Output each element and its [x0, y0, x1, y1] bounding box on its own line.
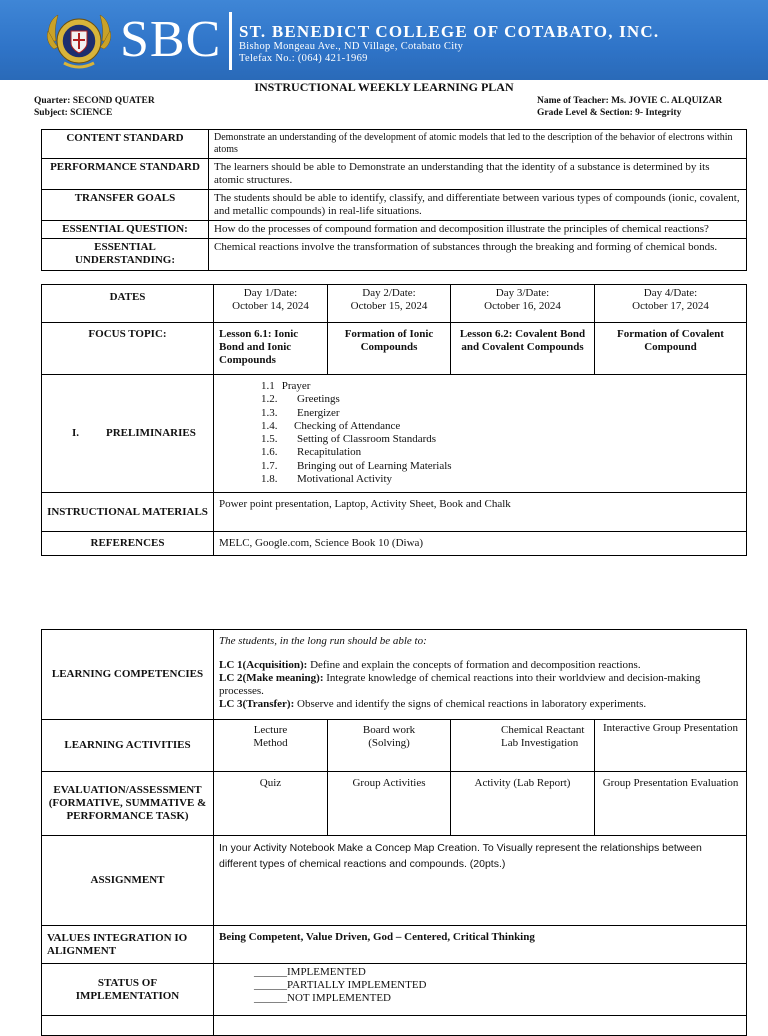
content-standard-value: Demonstrate an understanding of the development of atomic models that led to the description of the behavior of electrons within atoms: [209, 130, 747, 159]
day-4-label: Day 4/Date:: [643, 287, 698, 299]
day-4-date: October 17, 2024: [632, 300, 709, 312]
standards-table: [41, 129, 747, 271]
day-3-topic: Lesson 6.2: Covalent Bond and Covalent Compounds: [451, 323, 595, 375]
cut-off-row-label: [42, 1016, 214, 1036]
essential-question-value: How do the processes of compound formation and decomposition illustrate the principles of chemical reactions?: [209, 221, 747, 239]
competencies-cell: [214, 630, 747, 720]
day-4-cell: [595, 285, 747, 323]
transfer-goals-label: TRANSFER GOALS: [42, 190, 209, 221]
college-address: Bishop Mongeau Ave., ND Village, Cotabato City: [239, 41, 464, 52]
activity-4: Interactive Group Presentation: [595, 720, 747, 772]
lc1-item: LC 1(Acquisition): Define and explain the concepts of formation and decomposition reactions.: [219, 659, 641, 671]
lesson-table: [41, 629, 747, 1036]
day-2-label: Day 2/Date:: [362, 287, 416, 299]
activity-3: Chemical Reactant Lab Investigation: [451, 720, 595, 772]
sbc-abbreviation: SBC: [120, 11, 222, 68]
evaluation-3: Activity (Lab Report): [451, 772, 595, 836]
subject-label: Subject: SCIENCE: [34, 108, 113, 118]
list-item: 1.2. Greetings: [261, 393, 340, 406]
preliminaries-label-cell: [42, 375, 214, 493]
school-header-banner: [0, 0, 768, 80]
evaluation-2: Group Activities: [328, 772, 451, 836]
day-1-cell: [214, 285, 328, 323]
assignment-label: ASSIGNMENT: [42, 836, 214, 926]
content-standard-label: CONTENT STANDARD: [42, 130, 209, 159]
day-1-topic: Lesson 6.1: Ionic Bond and Ionic Compounds: [214, 323, 328, 375]
competencies-intro: The students, in the long run should be able to:: [219, 635, 427, 647]
evaluation-label: EVALUATION/ASSESSMENT (FORMATIVE, SUMMATIVE & PERFORMANCE TASK): [42, 772, 214, 836]
list-item: 1.3. Energizer: [261, 406, 340, 419]
focus-topic-label: FOCUS TOPIC:: [42, 323, 214, 375]
performance-standard-value: The learners should be able to Demonstrate an understanding that the identity of a substance is determined by its atomic structures.: [209, 159, 747, 190]
transfer-goals-value: The students should be able to identify, classify, and differentiate between various types of compounds (ionic, covalent, and metallic compounds) in real-life situations.: [209, 190, 747, 221]
performance-standard-label: PERFORMANCE STANDARD: [42, 159, 209, 190]
quarter-label: Quarter: SECOND QUATER: [34, 96, 155, 106]
header-divider: [229, 12, 232, 70]
activity-2: Board work (Solving): [328, 720, 451, 772]
school-seal-logo: [44, 9, 114, 73]
list-item: 1.4. Checking of Attendance: [261, 419, 401, 432]
status-options: [214, 964, 747, 1016]
assignment-value: In your Activity Notebook Make a Concep Map Creation. To Visually represent the relationships between different types of chemical reactions and compounds. (20pts.): [214, 836, 747, 926]
day-2-date: October 15, 2024: [350, 300, 428, 312]
day-3-date: October 16, 2024: [484, 300, 561, 312]
status-partially-implemented: ______PARTIALLY IMPLEMENTED: [254, 979, 427, 991]
status-label: STATUS OF IMPLEMENTATION: [42, 964, 214, 1016]
lc3-item: LC 3(Transfer): Observe and identify the signs of chemical reactions in laboratory experiments.: [219, 698, 647, 710]
cut-off-row-value: [214, 1016, 747, 1036]
schedule-table: [41, 284, 747, 556]
preliminaries-number: I.: [72, 427, 80, 439]
day-3-cell: [451, 285, 595, 323]
competencies-label: LEARNING COMPETENCIES: [42, 630, 214, 720]
values-value: Being Competent, Value Driven, God – Centered, Critical Thinking: [214, 926, 747, 964]
document-title: INSTRUCTIONAL WEEKLY LEARNING PLAN: [254, 80, 514, 94]
day-1-label: Day 1/Date:: [243, 287, 298, 299]
essential-understanding-value: Chemical reactions involve the transformation of substances through the breaking and forming of chemical bonds.: [209, 239, 747, 271]
day-2-cell: [328, 285, 451, 323]
list-item: 1.5. Setting of Classroom Standards: [261, 433, 437, 446]
values-label: VALUES INTEGRATION IO ALIGNMENT: [42, 926, 214, 964]
day-1-date: October 14, 2024: [232, 300, 309, 312]
preliminaries-list: [219, 380, 741, 486]
list-item: 1.8. Motivational Activity: [261, 473, 393, 486]
college-telefax: Telefax No.: (064) 421-1969: [239, 53, 368, 64]
preliminaries-list-cell: [214, 375, 747, 493]
grade-section: Grade Level & Section: 9- Integrity: [537, 108, 682, 118]
essential-question-label: ESSENTIAL QUESTION:: [42, 221, 209, 239]
teacher-name: Name of Teacher: Ms. JOVIE C. ALQUIZAR: [537, 96, 723, 106]
day-2-topic: Formation of Ionic Compounds: [328, 323, 451, 375]
evaluation-4: Group Presentation Evaluation: [595, 772, 747, 836]
list-item: 1.1 Prayer: [261, 380, 311, 392]
dates-label: DATES: [42, 285, 214, 323]
essential-understanding-label: ESSENTIAL UNDERSTANDING:: [42, 239, 209, 271]
references-label: REFERENCES: [42, 532, 214, 556]
college-name: ST. BENEDICT COLLEGE OF COTABATO, INC.: [239, 22, 660, 41]
materials-value: Power point presentation, Laptop, Activity Sheet, Book and Chalk: [214, 493, 747, 532]
references-value: MELC, Google.com, Science Book 10 (Diwa): [214, 532, 747, 556]
day-3-label: Day 3/Date:: [495, 287, 550, 299]
activities-label: LEARNING ACTIVITIES: [42, 720, 214, 772]
day-4-topic: Formation of Covalent Compound: [595, 323, 747, 375]
status-implemented: ______IMPLEMENTED: [254, 966, 366, 978]
activity-1: Lecture Method: [214, 720, 328, 772]
list-item: 1.7. Bringing out of Learning Materials: [261, 459, 452, 472]
materials-label: INSTRUCTIONAL MATERIALS: [42, 493, 214, 532]
list-item: 1.6. Recapitulation: [261, 446, 362, 459]
status-not-implemented: ______NOT IMPLEMENTED: [254, 992, 391, 1004]
preliminaries-label: PRELIMINARIES: [106, 427, 196, 439]
lc2-item: LC 2(Make meaning): Integrate knowledge of chemical reactions into their worldview and decision-making processes.: [219, 672, 701, 697]
evaluation-1: Quiz: [214, 772, 328, 836]
